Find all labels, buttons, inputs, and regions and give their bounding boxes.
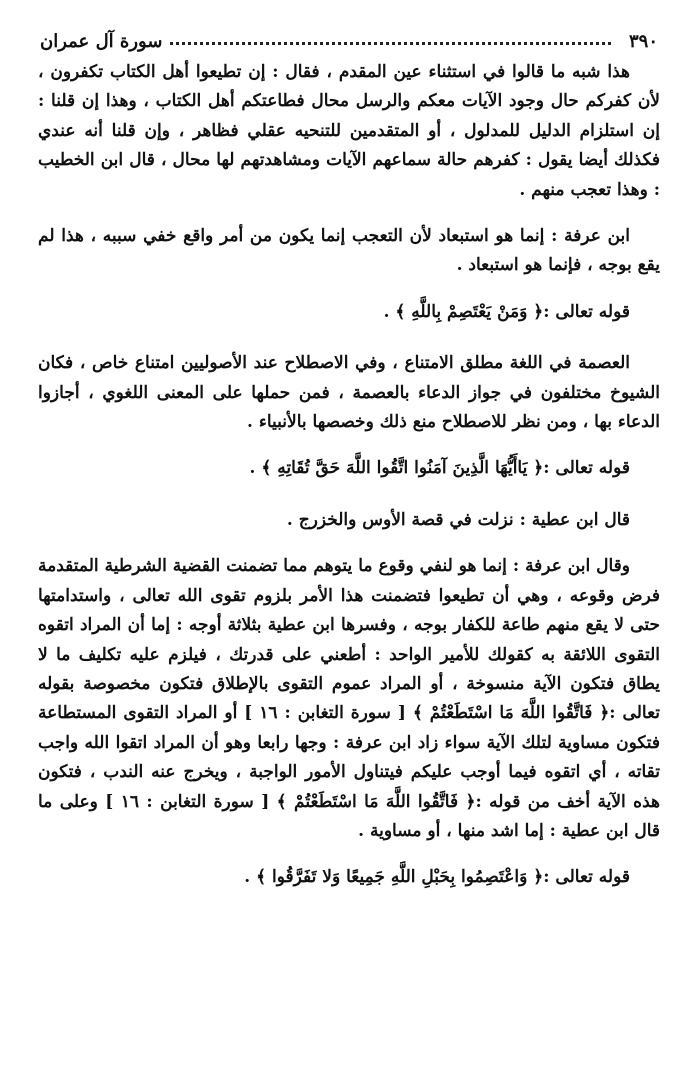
text-line: المراد اتقوا الله واجب تقاته ، أي اتقوه فيما أوجب عليكم فيتناول الأمور الواجبة ، [38,732,660,783]
paragraph [38,58,660,205]
verse-heading [38,454,660,483]
text-line: عليه تكليف ما لا يطاق فتكون الآية منسوخة ، أو المراد عموم التقوى بالإطلاق فتكون [38,644,661,694]
text-line: ويخرج عنه الندب ، فتكون هذه الآية أخف من قوله :﴿ فَاتَّقُوا اللَّهَ مَا اسْتَطَعْتُمْ ﴾ [38,762,660,812]
page-number: ٣٩٠ [628,30,658,52]
page-body [38,58,660,1078]
text-line: هذا شبه ما قالوا في استثناء عين المقدم ، فقال : إن تطيعوا أهل الكتاب تكفرون ، [38,62,630,82]
page-header [40,28,658,54]
text-line: وقال ابن عرفة : إنما هو لنفي وقوع ما يتوهم مما تضمنت القضية الشرطية [104,556,631,577]
verse-prefix: قوله تعالى : [543,867,630,888]
paragraph [38,552,660,846]
text-line: مخصوصة بقوله تعالى :﴿ فَاتَّقُوا اللَّهَ مَا اسْتَطَعْتُمْ ﴾ [ سورة التغابن : ١٦ ] أو المراد [38,673,660,724]
text-line: لأن كفركم حال وجود الآيات معكم والرسل محال فطاعتكم أهل الكتاب ، وهذا إن [81,91,661,112]
verse-heading [38,298,660,327]
verse-suffix: . [244,867,257,888]
text-line: المتقدمة فرض وقوعه ، وهي أن تطيعوا فتضمنت هذا الأمر بلزوم تقوى الله تعالى ، [38,556,661,606]
text-line: العصمة في اللغة مطلق الامتناع ، وفي الاصطلاح عند الأصوليين امتناع خاص ، [79,353,630,374]
text-line: [ سورة التغابن : ١٦ ] وعلى ما قال ابن عطية : إما اشد منها ، أو مساوية . [38,791,660,841]
text-line: واستدامتها حتى لا يقع منهم طاعة للكفار بوجه ، وفسرها ابن عطية بثلاثة أوجه : إما [38,585,660,636]
text-line: فكان الشيوخ مختلفون في جواز الدعاء بالعصمة ، فمن حملها على المعنى اللغوي ، [38,353,660,403]
quran-verse: ﴿ وَمَنْ يَعْتَصِمْ بِاللَّهِ ﴾ [395,301,544,322]
verse-prefix: قوله تعالى : [543,458,630,479]
verse-heading [38,863,660,892]
text-line: التقوى المستطاعة فتكون مساوية لتلك الآية سواء زاد ابن عرفة : وجها رابعا وهو أن [38,703,661,753]
paragraph [38,349,660,437]
surah-title: سورة آل عمران [40,30,163,52]
text-line: لم يقع بوجه ، فإنما هو استبعاد . [38,226,660,276]
paragraph [38,222,660,281]
header-dotted-rule [170,42,611,45]
text-line: أن المراد اتقوه التقوى اللائقة به كقولك للأمير الواحد : أطعني على قدرتك ، فيلزم [38,615,660,665]
text-line: ابن عرفة : إنما هو استبعاد لأن التعجب إنما يكون من أمر واقع خفي سببه ، هذا [61,226,630,247]
text-line: قال ابن عطية : نزلت في قصة الأوس والخزرج . [286,509,630,530]
text-line: عندي فكذلك أيضا يقول : كفرهم حالة سماعهم الآيات ومشاهدتهم لها محال ، قال [38,120,660,171]
quran-verse: ﴿ يَاأَيُّهَا الَّذِينَ آمَنُوا اتَّقُوا اللَّهَ حَقَّ تُقَاتِهِ ﴾ [261,458,544,479]
paragraph [38,506,660,535]
text-line: قلنا : إن استلزام الدليل للمدلول ، أو المتقدمين للتنحيه عقلي فظاهر ، وإن قلنا أنه [38,91,660,141]
verse-prefix: قوله تعالى : [543,301,630,322]
text-line: أجازوا الدعاء بها ، ومن نظر للاصطلاح منع ذلك وخصصها بالأنبياء . [38,382,660,433]
text-line: ابن الخطيب : وهذا تعجب منهم . [38,150,660,200]
quran-verse: ﴿ وَاعْتَصِمُوا بِحَبْلِ اللَّهِ جَمِيعًا وَلا تَفَرَّقُوا ﴾ [256,867,544,888]
verse-suffix: . [249,458,262,479]
verse-suffix: . [383,301,396,322]
